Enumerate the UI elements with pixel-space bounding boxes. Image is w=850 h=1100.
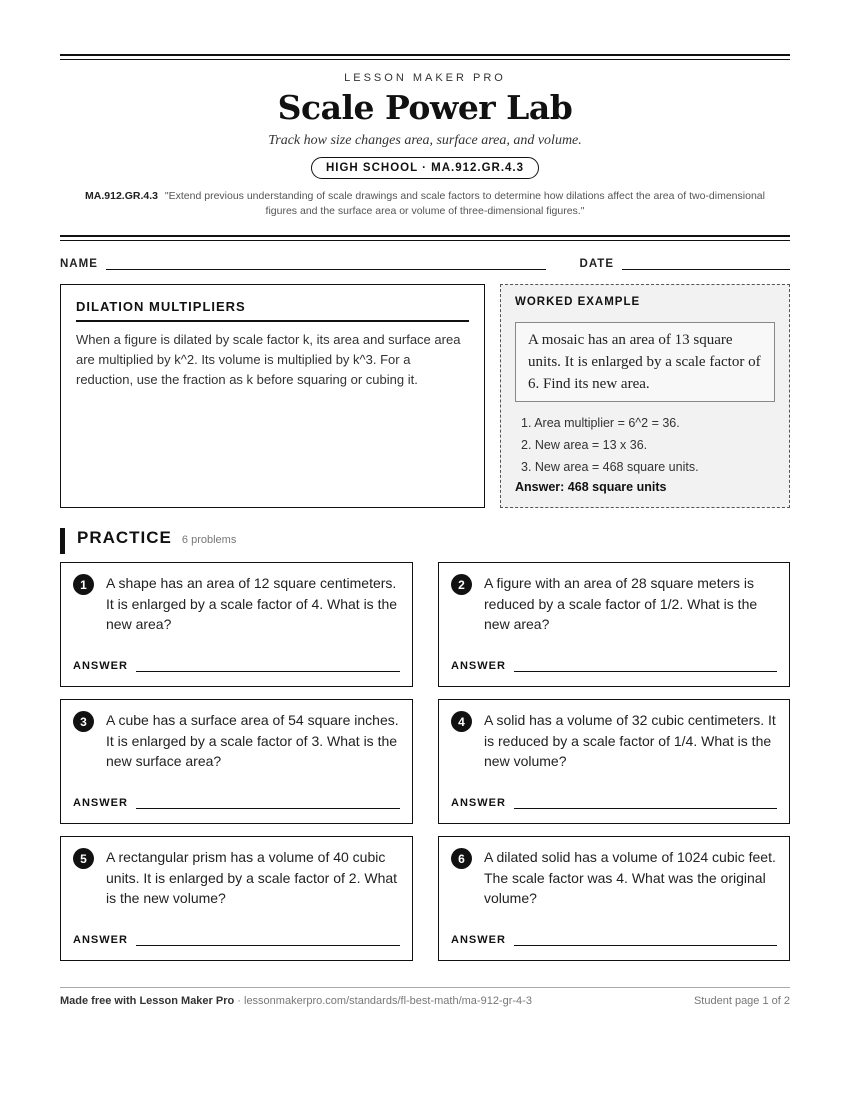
name-label: NAME — [60, 258, 98, 270]
answer-field[interactable] — [514, 935, 777, 946]
footer-credit — [60, 995, 532, 1007]
standard-text: "Extend previous understanding of scale drawings and scale factors to determine how dilations affect the area of two-dimensional figures and the surface area or volume of three-dimensional figures." — [164, 190, 765, 217]
problem-text: A shape has an area of 12 square centimeters. It is enlarged by a scale factor of 4. What is the new area? — [106, 575, 398, 632]
header — [60, 60, 790, 219]
worksheet-page — [60, 54, 790, 961]
practice-title: PRACTICE — [77, 528, 172, 547]
problem-text: A solid has a volume of 32 cubic centimeters. It is reduced by a scale factor of 1/4. What is the new volume? — [484, 712, 776, 769]
answer-row — [73, 660, 400, 672]
worked-example-step: 2. New area = 13 x 36. — [521, 438, 648, 452]
answer-label: ANSWER — [73, 660, 128, 672]
worked-example-steps — [515, 412, 775, 478]
answer-label: ANSWER — [451, 660, 506, 672]
problem-text: A figure with an area of 28 square meters is reduced by a scale factor of 1/2. What is the new area? — [484, 575, 758, 632]
name-field[interactable] — [106, 257, 546, 270]
page-title: Scale Power Lab — [277, 88, 573, 127]
problem-text: A cube has a surface area of 54 square inches. It is enlarged by a scale factor of 3. What is the new surface area? — [106, 712, 399, 769]
answer-label: ANSWER — [73, 797, 128, 809]
name-date-row — [60, 257, 790, 270]
answer-label: ANSWER — [73, 934, 128, 946]
answer-field[interactable] — [136, 661, 400, 672]
answer-field[interactable] — [514, 661, 777, 672]
problem-card-2 — [438, 562, 790, 687]
answer-row — [451, 660, 777, 672]
worked-example-heading: WORKED EXAMPLE — [515, 296, 641, 308]
header-bottom-rule — [60, 235, 790, 241]
concept-heading: DILATION MULTIPLIERS — [76, 299, 469, 322]
answer-row — [73, 934, 400, 946]
problem-number-badge: 4 — [451, 711, 472, 732]
footer — [60, 987, 790, 1007]
brand-name: LESSON MAKER PRO — [344, 72, 506, 84]
answer-field[interactable] — [514, 798, 777, 809]
problem-number-badge: 6 — [451, 848, 472, 869]
concept-body: When a figure is dilated by scale factor k, its area and surface area are multiplied by k^2. Its volume is multiplied by k^3. For a reduction, use the fraction as k before squaring or cubing it. — [76, 332, 461, 387]
worked-example-box — [500, 284, 790, 508]
level-badge: HIGH SCHOOL · MA.912.GR.4.3 — [311, 157, 539, 179]
footer-made-with: Made free with Lesson Maker Pro — [60, 995, 235, 1007]
date-field[interactable] — [622, 257, 790, 270]
problem-card-3 — [60, 699, 413, 824]
worked-example-step: 3. New area = 468 square units. — [521, 460, 699, 474]
problem-card-1 — [60, 562, 413, 687]
answer-row — [73, 797, 400, 809]
answer-row — [451, 934, 777, 946]
standard-description — [72, 189, 778, 219]
answer-label: ANSWER — [451, 934, 506, 946]
worked-example-step: 1. Area multiplier = 6^2 = 36. — [521, 416, 680, 430]
answer-field[interactable] — [136, 935, 400, 946]
answer-field[interactable] — [136, 798, 400, 809]
problem-text: A rectangular prism has a volume of 40 cubic units. It is enlarged by a scale factor of 2. What is the new volume? — [106, 849, 398, 906]
worked-example-question: A mosaic has an area of 13 square units. It is enlarged by a scale factor of 6. Find its new area. — [515, 322, 775, 402]
worked-example-answer: Answer: 468 square units — [515, 480, 667, 494]
practice-header — [60, 528, 790, 554]
standard-code: MA.912.GR.4.3 — [85, 190, 158, 202]
date-label: DATE — [579, 258, 614, 270]
concept-box — [60, 284, 485, 508]
answer-row — [451, 797, 777, 809]
intro-panels — [60, 284, 790, 508]
problem-text: A dilated solid has a volume of 1024 cubic feet. The scale factor was 4. What was the original volume? — [484, 849, 776, 906]
practice-count: 6 problems — [181, 534, 237, 546]
problem-number-badge: 5 — [73, 848, 94, 869]
footer-url[interactable]: · lessonmakerpro.com/standards/fl-best-math/ma-912-gr-4-3 — [234, 995, 532, 1007]
footer-page-number: Student page 1 of 2 — [693, 995, 790, 1007]
problem-card-6 — [438, 836, 790, 961]
problem-card-4 — [438, 699, 790, 824]
answer-label: ANSWER — [451, 797, 506, 809]
problem-number-badge: 2 — [451, 574, 472, 595]
problem-number-badge: 3 — [73, 711, 94, 732]
problem-number-badge: 1 — [73, 574, 94, 595]
problem-card-5 — [60, 836, 413, 961]
practice-grid — [60, 562, 790, 961]
page-subtitle: Track how size changes area, surface area, and volume. — [268, 133, 582, 148]
